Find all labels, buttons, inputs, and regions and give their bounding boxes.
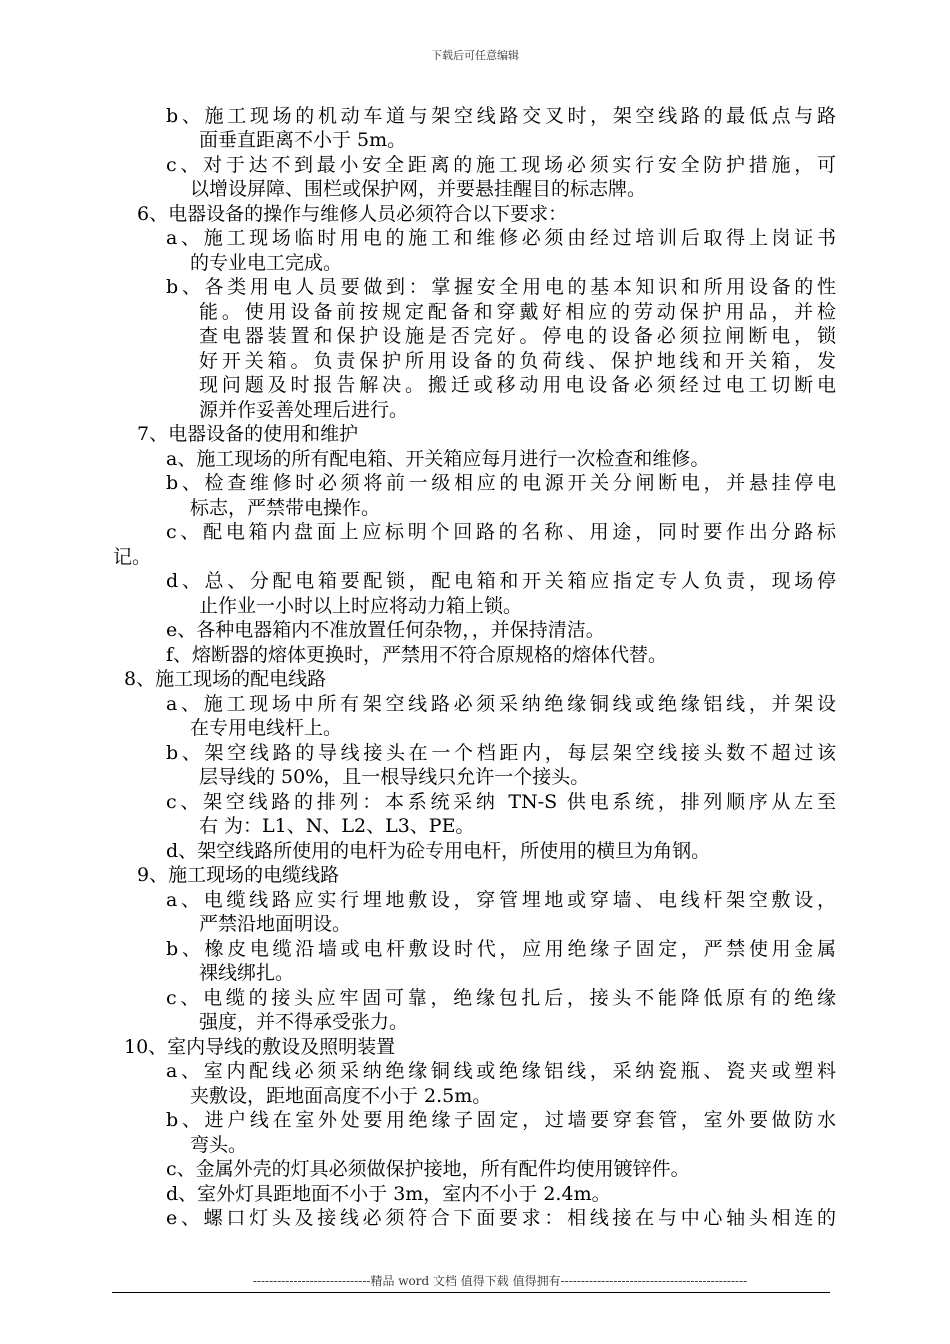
section-heading: 7、电器设备的使用和维护 — [137, 423, 359, 445]
text-line: f、熔断器的熔体更换时，严禁用不符合原规格的熔体代替。 — [166, 644, 668, 666]
text-line: 源并作妥善处理后进行。 — [199, 399, 409, 421]
text-line: e、螺口灯头及接线必须符合下面要求：相线接在与中心轴头相连的 — [166, 1207, 836, 1229]
text-line: 右 为：L1、N、L2、L3、PE。 — [199, 815, 475, 837]
text-line: 止作业一小时以上时应将动力箱上锁。 — [199, 595, 523, 617]
text-line: 好开关箱。负责保护所用设备的负荷线、保护地线和开关箱，发 — [199, 350, 836, 372]
page-header: 下载后可任意编辑 — [431, 49, 519, 62]
page-footer: -----------------------------精品 word 文档 值得下载 值得拥有---------------------------------------------- — [252, 1274, 748, 1288]
text-line: 强度，并不得承受张力。 — [199, 1011, 409, 1033]
text-line: d、总、分配电箱要配锁，配电箱和开关箱应指定专人负责，现场停 — [166, 570, 836, 592]
text-line: b、各类用电人员要做到：掌握安全用电的基本知识和所用设备的性 — [166, 276, 836, 298]
text-line: 层导线的 50%，且一根导线只允许一个接头。 — [199, 766, 590, 788]
text-line: 能。使用设备前按规定配备和穿戴好相应的劳动保护用品，并检 — [199, 301, 836, 323]
text-line: a、施工现场中所有架空线路必须采纳绝缘铜线或绝缘铝线，并架设 — [166, 693, 836, 715]
text-line: e、各种电器箱内不准放置任何杂物，，并保持清洁。 — [166, 619, 605, 641]
text-line: 以增设屏障、围栏或保护网，并要悬挂醒目的标志牌。 — [190, 178, 647, 200]
text-line: d、架空线路所使用的电杆为砼专用电杆，所使用的横旦为角钢。 — [166, 840, 711, 862]
text-line: 弯头。 — [190, 1134, 248, 1156]
text-line: c、金属外壳的灯具必须做保护接地，所有配件均使用镀锌件。 — [166, 1158, 690, 1180]
text-line: b、橡皮电缆沿墙或电杆敷设时代，应用绝缘子固定，严禁使用金属 — [166, 938, 836, 960]
text-line: 夹敷设，距地面高度不小于 2.5m。 — [190, 1085, 492, 1107]
text-line: a、电缆线路应实行埋地敷设，穿管埋地或穿墙、电线杆架空敷设， — [166, 889, 836, 911]
text-line: 在专用电线杆上。 — [190, 717, 343, 739]
text-line: 严禁沿地面明设。 — [199, 913, 352, 935]
text-line: 记。 — [113, 546, 152, 568]
text-line: c、架空线路的排列：本系统采纳 TN-S 供电系统，排列顺序从左至 — [166, 791, 836, 813]
text-line: 查电器装置和保护设施是否完好。停电的设备必须拉闸断电，锁 — [199, 325, 836, 347]
text-line: b、进户线在室外处要用绝缘子固定，过墙要穿套管，室外要做防水 — [166, 1109, 836, 1131]
text-line: 现问题及时报告解决。搬迁或移动用电设备必须经过电工切断电 — [199, 374, 836, 396]
text-line: 裸线绑扎。 — [199, 962, 295, 984]
text-line: c、对于达不到最小安全距离的施工现场必须实行安全防护措施，可 — [166, 154, 836, 176]
text-line: c、电缆的接头应牢固可靠，绝缘包扎后，接头不能降低原有的绝缘 — [166, 987, 836, 1009]
text-line: b、架空线路的导线接头在一个档距内，每层架空线接头数不超过该 — [166, 742, 836, 764]
section-heading: 9、施工现场的电缆线路 — [137, 864, 340, 886]
text-line: b、施工现场的机动车道与架空线路交叉时，架空线路的最低点与路 — [166, 105, 836, 127]
text-line: a、施工现场临时用电的施工和维修必须由经过培训后取得上岗证书 — [166, 227, 836, 249]
text-line: 的专业电工完成。 — [190, 252, 343, 274]
footer-rule — [112, 1292, 830, 1293]
text-line: b、检查维修时必须将前一级相应的电源开关分闸断电，并悬挂停电 — [166, 472, 836, 494]
section-heading: 10、室内导线的敷设及照明装置 — [124, 1036, 396, 1058]
section-heading: 8、施工现场的配电线路 — [124, 668, 327, 690]
text-line: 面垂直距离不小于 5m。 — [199, 129, 407, 151]
text-line: d、室外灯具距地面不小于 3m，室内不小于 2.4m。 — [166, 1183, 611, 1205]
text-line: a、施工现场的所有配电箱、开关箱应每月进行一次检查和维修。 — [166, 448, 710, 470]
text-line: c、配电箱内盘面上应标明个回路的名称、用途，同时要作出分路标 — [166, 521, 836, 543]
text-line: 标志，严禁带电操作。 — [190, 497, 381, 519]
text-line: a、室内配线必须采纳绝缘铜线或绝缘铝线，采纳瓷瓶、瓷夹或塑料 — [166, 1060, 836, 1082]
section-heading: 6、电器设备的操作与维修人员必须符合以下要求： — [137, 203, 568, 225]
